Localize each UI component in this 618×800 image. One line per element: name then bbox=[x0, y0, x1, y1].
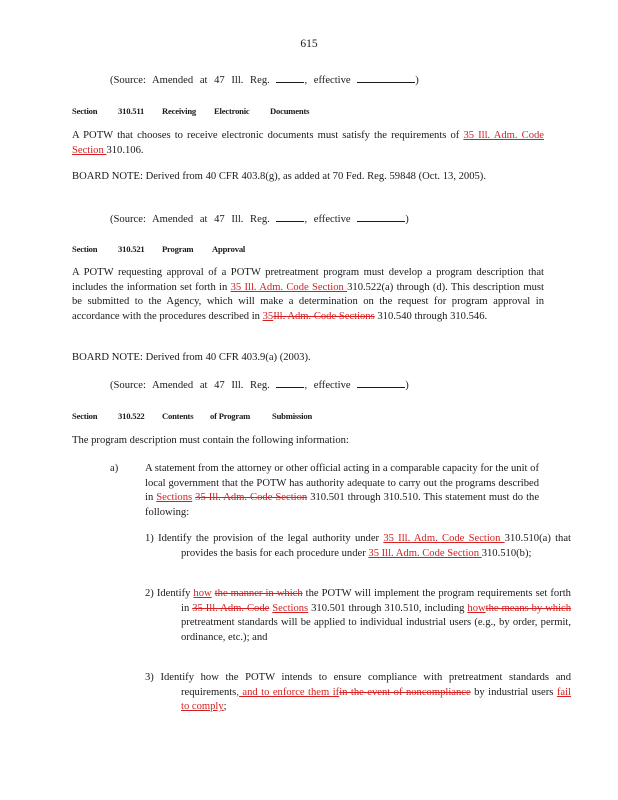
blank-line bbox=[357, 212, 405, 222]
deleted-text: the means by which bbox=[485, 602, 572, 614]
paragraph-310-522-intro: The program description must contain the following information: bbox=[72, 435, 349, 446]
deleted-text: in the event of noncompliance bbox=[339, 686, 471, 698]
deleted-text: 35 Ill. Adm. Code Section bbox=[195, 492, 308, 504]
source-note-2: (Source: Amended at 47 Ill. Reg. , effective ) bbox=[110, 214, 409, 225]
blank-line bbox=[276, 378, 304, 388]
blank-line bbox=[357, 378, 405, 388]
inserted-text: Sections bbox=[272, 602, 309, 614]
inserted-text: how bbox=[193, 588, 212, 599]
inserted-text: Sections bbox=[156, 492, 193, 504]
section-heading-310-521: Section 310.521 Program Approval bbox=[72, 244, 246, 254]
inserted-text: how bbox=[467, 602, 486, 614]
paragraph-310-511: A POTW that chooses to receive electronic documents must satisfy the requirements of 35 Ill. Adm. Code Section 310.106. bbox=[72, 130, 545, 156]
paragraph-310-521: A POTW requesting approval of a POTW pretreatment program must develop a program description that includes the information set forth in 35 Ill. Adm. Code Section 310.522(a) through (d). This description must be submitted to the Agency, which will make a determination on the request for program approval in accordance with the procedures described in 35Ill. Adm. Code Sections 310.540 through 310.546. bbox=[72, 267, 544, 322]
section-heading-310-522: Section 310.522 Contents of Program Submission bbox=[72, 411, 313, 421]
blank-line bbox=[357, 73, 415, 83]
subitem-2: 2) Identify how the manner in which the POTW will implement the program requirements set forth in 35 Ill. Adm. Code Sections 310.501 through 310.510, including howthe means by which pretreatment standards will be applied to individual industrial users (e.g., by order, permit, ordinance, etc.); and bbox=[145, 588, 572, 643]
blank-line bbox=[276, 212, 304, 222]
deleted-text: the manner in which bbox=[214, 588, 303, 599]
subitem-1: 1) Identify the provision of the legal authority under 35 Ill. Adm. Code Section 310.510(a) that provides the basis for each procedure under 35 Ill. Adm. Code Section 310.510(b); bbox=[145, 533, 571, 559]
board-note-310-521: BOARD NOTE: Derived from 40 CFR 403.9(a) (2003). bbox=[72, 352, 311, 363]
board-note-310-511: BOARD NOTE: Derived from 40 CFR 403.8(g), as added at 70 Fed. Reg. 59848 (Oct. 13, 2005). bbox=[72, 171, 486, 182]
page-number: 615 bbox=[300, 38, 318, 50]
section-heading-310-511: Section 310.511 Receiving Electronic Documents bbox=[72, 106, 310, 116]
inserted-text: 35 Ill. Adm. Code Section bbox=[230, 281, 348, 293]
blank-line bbox=[276, 73, 304, 83]
source-note-1: (Source: Amended at 47 Ill. Reg. , effective ) bbox=[110, 75, 419, 86]
source-note-3: (Source: Amended at 47 Ill. Reg. , effective ) bbox=[110, 380, 409, 391]
deleted-text: 35 Ill. Adm. Code bbox=[192, 602, 270, 614]
item-a-text: A statement from the attorney or other official acting in a comparable capacity for the unit of local government that the POTW has authority adequate to carry out the programs described in Sections 35 Ill. Adm. Code Section 310.501 through 310.510. This statement must do the following: bbox=[145, 463, 540, 518]
inserted-text: 35 Ill. Adm. Code Section bbox=[368, 547, 482, 559]
deleted-text: Ill. Adm. Code Sections bbox=[273, 310, 375, 322]
inserted-text: fail to comply bbox=[181, 686, 571, 713]
inserted-text: 35 Ill. Adm. Code Section bbox=[383, 533, 505, 544]
inserted-text: if bbox=[332, 686, 340, 698]
item-a-label: a) bbox=[110, 463, 119, 474]
inserted-text: 35 Ill. Adm. Code Section bbox=[72, 130, 545, 156]
inserted-text: , and to enforce them bbox=[236, 686, 333, 698]
subitem-3: 3) Identify how the POTW intends to ensure compliance with pretreatment standards and requirements, and to enforce them ifin the event of noncompliance by industrial users fail to comply; bbox=[145, 672, 571, 713]
inserted-text: 35 bbox=[262, 310, 274, 322]
